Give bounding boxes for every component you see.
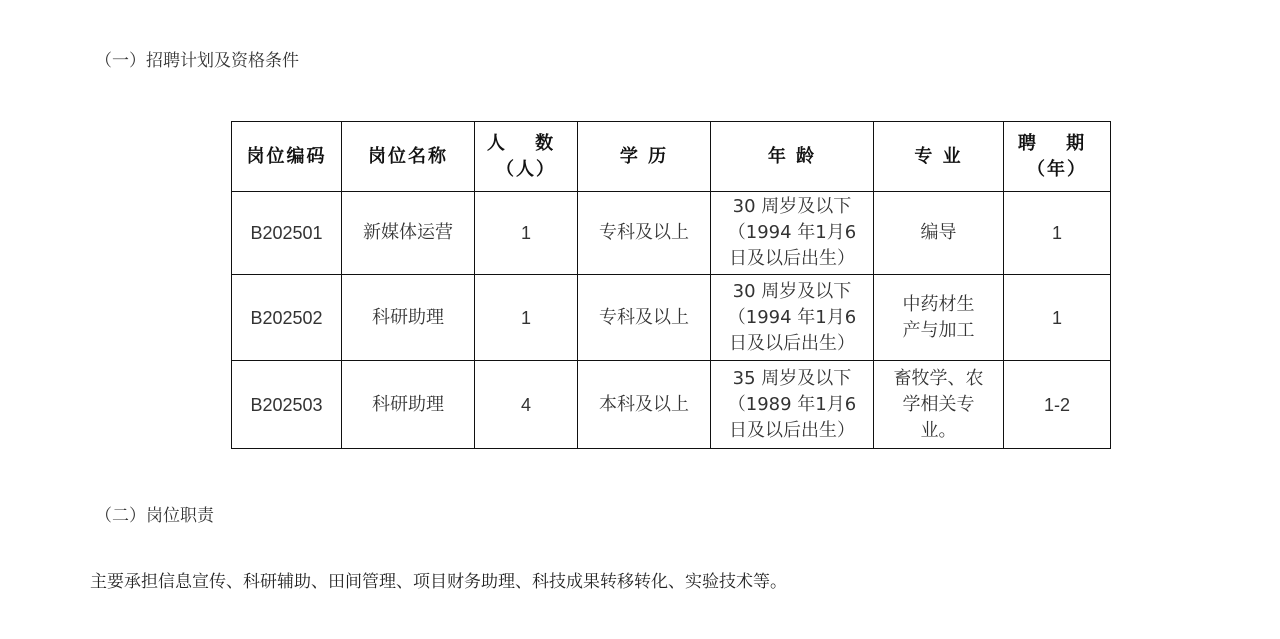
- header-count-line2: （人）: [496, 158, 556, 180]
- age-line: 30 周岁及以下: [732, 280, 852, 302]
- education: 专科及以上: [578, 192, 711, 275]
- position-name: 新媒体运营: [342, 192, 475, 275]
- age-line: 日及以后出生）: [729, 248, 855, 269]
- term-years: 1-2: [1004, 361, 1111, 449]
- education: 专科及以上: [578, 275, 711, 361]
- position-code: B202501: [232, 192, 342, 275]
- major-line: 编导: [920, 222, 957, 243]
- table-row: [232, 361, 1111, 449]
- header-count: [475, 122, 578, 192]
- age-line: 35 周岁及以下: [732, 367, 852, 389]
- position-name: 科研助理: [342, 275, 475, 361]
- age-line: 日及以后出生）: [729, 419, 855, 441]
- table-row: [232, 275, 1111, 361]
- header-major: 专 业: [874, 122, 1004, 192]
- term-years: 1: [1004, 275, 1111, 361]
- age-line: （1989 年1月6: [727, 393, 857, 415]
- education: 本科及以上: [578, 361, 711, 449]
- header-count-line1: 人 数: [486, 132, 566, 154]
- section-2-title: （二）岗位职责: [95, 506, 214, 526]
- table-row: [232, 192, 1111, 275]
- major: [874, 192, 1004, 275]
- section-1-title: （一）招聘计划及资格条件: [95, 51, 299, 71]
- age-requirement: [711, 192, 874, 275]
- age-requirement: [711, 361, 874, 449]
- headcount: 1: [475, 192, 578, 275]
- header-name: 岗位名称: [342, 122, 475, 192]
- header-age: 年 龄: [711, 122, 874, 192]
- age-line: 30 周岁及以下: [732, 196, 852, 217]
- header-term: [1004, 122, 1111, 192]
- position-name: 科研助理: [342, 361, 475, 449]
- age-line: 日及以后出生）: [729, 332, 855, 354]
- major: [874, 275, 1004, 361]
- major-line: 学相关专: [902, 393, 975, 415]
- position-code: B202503: [232, 361, 342, 449]
- headcount: 1: [475, 275, 578, 361]
- term-years: 1: [1004, 192, 1111, 275]
- header-term-line1: 聘 期: [1017, 132, 1097, 154]
- major: [874, 361, 1004, 449]
- recruitment-table: [231, 121, 1111, 449]
- headcount: 4: [475, 361, 578, 449]
- table-header-row: [232, 122, 1111, 192]
- header-code: 岗位编码: [232, 122, 342, 192]
- major-line: 产与加工: [902, 319, 975, 341]
- major-line: 中药材生: [902, 293, 975, 315]
- major-line: 畜牧学、农: [893, 367, 984, 389]
- header-education: 学 历: [578, 122, 711, 192]
- position-code: B202502: [232, 275, 342, 361]
- age-line: （1994 年1月6: [727, 306, 857, 328]
- major-line: 业。: [920, 419, 957, 441]
- duties-paragraph: 主要承担信息宣传、科研辅助、田间管理、项目财务助理、科技成果转移转化、实验技术等。: [90, 572, 787, 592]
- header-term-line2: （年）: [1027, 158, 1087, 180]
- age-requirement: [711, 275, 874, 361]
- age-line: （1994 年1月6: [727, 222, 857, 243]
